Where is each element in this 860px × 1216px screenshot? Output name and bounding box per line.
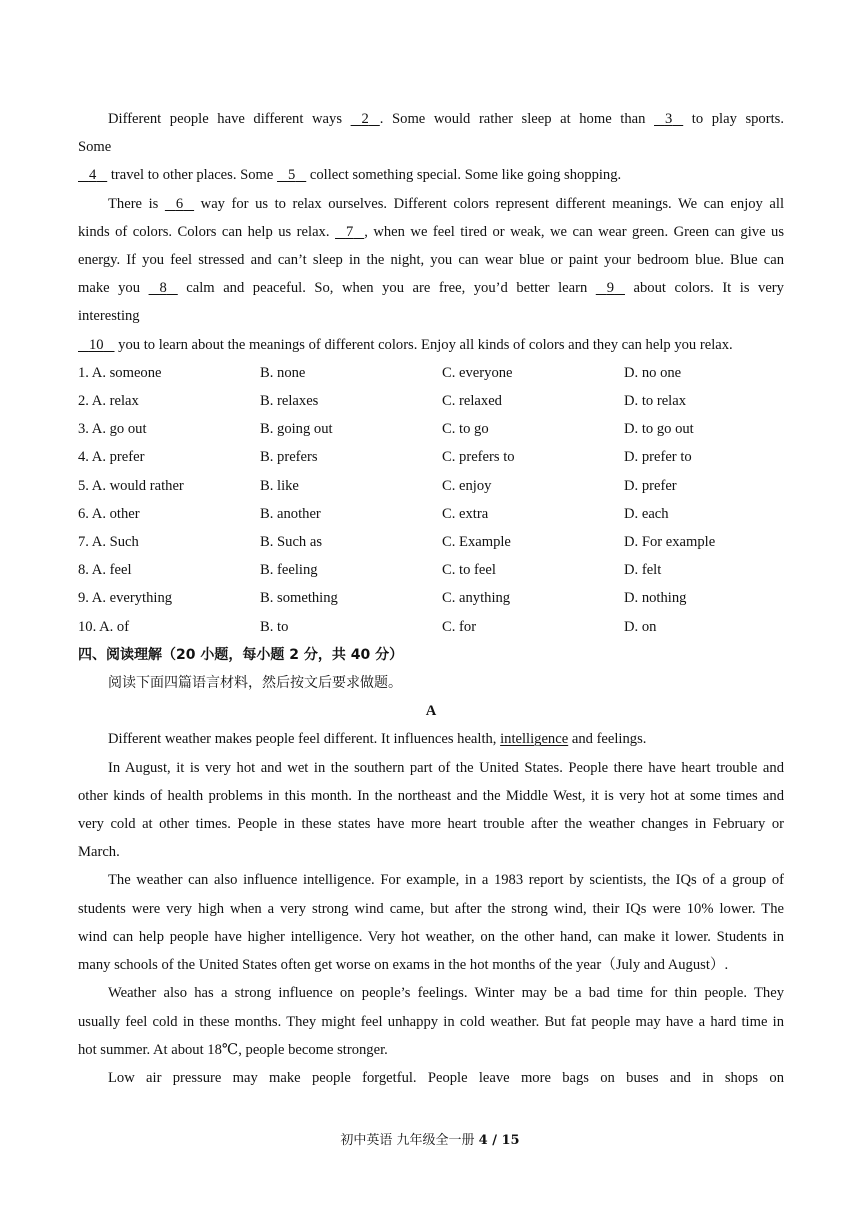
passage-a-p2-line1: In August, it is very hot and wet in the southern part of the United States. People there have heart trouble and <box>108 759 784 776</box>
option-b: B. relaxes <box>260 393 319 410</box>
option-d: D. no one <box>624 364 682 381</box>
options-list <box>78 359 784 641</box>
option-row-3 <box>78 415 784 443</box>
cloze-p2-line2 <box>78 218 784 246</box>
option-a: 9. A. everything <box>78 590 173 607</box>
cloze-p1-line3 <box>78 161 784 189</box>
option-a: 4. A. prefer <box>78 449 145 466</box>
underlined-word: intelligence <box>500 731 569 748</box>
blank-8: 8 <box>159 280 167 297</box>
text: energy. If you feel stressed and can’t sleep in the night, you can wear blue or paint your bedroom blue. Blue can <box>78 252 784 269</box>
cloze-p2-line5 <box>78 302 784 330</box>
passage-a-p3-line3: wind can help people have higher intelligence. Very hot weather, on the other hand, can make it lower. Students in <box>78 928 784 945</box>
option-c: C. Example <box>442 534 511 551</box>
option-row-4 <box>78 443 784 471</box>
option-b: B. prefers <box>260 449 318 466</box>
text: make you <box>78 280 141 297</box>
text: way for us to relax ourselves. Different colors represent different meanings. We can enjoy all <box>200 195 784 212</box>
text: Different people have different ways <box>108 111 342 127</box>
option-a: 3. A. go out <box>78 421 147 438</box>
option-c: C. everyone <box>442 364 513 381</box>
text: you to learn about the meanings of different colors. Enjoy all kinds of colors and they can help you relax. <box>118 336 733 353</box>
page-footer <box>0 1129 860 1148</box>
option-row-8 <box>78 556 784 584</box>
blank-9: 9 <box>606 280 615 297</box>
option-a: 1. A. someone <box>78 364 162 381</box>
option-b: B. none <box>260 364 306 381</box>
page-number: 4 <box>478 1133 488 1148</box>
option-b: B. going out <box>260 421 333 438</box>
option-c: C. prefers to <box>442 449 515 466</box>
option-c: C. to go <box>442 421 489 438</box>
passage-a-p4-line2: usually feel cold in these months. They might feel unhappy in cold weather. But fat people may have a hard time in <box>78 1013 784 1030</box>
option-row-9 <box>78 584 784 612</box>
option-a: 2. A. relax <box>78 393 139 410</box>
blank-5: 5 <box>287 167 296 184</box>
option-c: C. enjoy <box>442 477 492 494</box>
option-a: 8. A. feel <box>78 562 132 579</box>
passage-a-p1 <box>78 725 784 753</box>
option-d: D. on <box>624 618 657 635</box>
option-c: C. for <box>442 618 477 635</box>
option-c: C. to feel <box>442 562 496 579</box>
option-d: D. nothing <box>624 590 687 607</box>
option-d: D. to go out <box>624 421 694 438</box>
cloze-p2-line6 <box>78 331 784 359</box>
blank-3: 3 <box>664 111 673 127</box>
blank-7: 7 <box>345 223 354 240</box>
cloze-p1-line1 <box>78 105 784 133</box>
footer-text: 初中英语 九年级全一册 <box>340 1133 475 1148</box>
text: collect something special. Some like going shopping. <box>309 167 622 184</box>
option-d: D. felt <box>624 562 662 579</box>
text: and feelings. <box>571 731 647 748</box>
passage-a-p2-line3: very cold at other times. People in these states have more heart trouble after the weather changes in February or <box>78 816 784 833</box>
section-heading: 四、阅读理解（20 小题，每小题 2 分，共 40 分） <box>78 646 404 663</box>
text: , when we feel tired or weak, we can wear green. Green can give us <box>364 223 785 240</box>
text: about colors. It is very <box>633 280 784 297</box>
option-a: 10. A. of <box>78 618 130 635</box>
blank-10: 10 <box>88 336 104 353</box>
text: interesting <box>78 308 140 325</box>
cloze-p2-line3 <box>78 246 784 274</box>
text: Some <box>78 139 112 156</box>
page-content <box>78 105 784 1092</box>
passage-a-p3-line4: many schools of the United States often get worse on exams in the hot months of the year（July and August）. <box>78 957 729 974</box>
option-a: 5. A. would rather <box>78 477 184 494</box>
option-d: D. to relax <box>624 393 687 410</box>
option-a: 6. A. other <box>78 505 140 522</box>
option-row-1 <box>78 359 784 387</box>
option-b: B. something <box>260 590 338 607</box>
cloze-p2-line1 <box>78 190 784 218</box>
blank-4: 4 <box>88 167 97 184</box>
text: calm and peaceful. So, when you are free, you’d better learn <box>186 280 588 297</box>
option-row-7 <box>78 528 784 556</box>
option-row-2 <box>78 387 784 415</box>
passage-a-p4-line3: hot summer. At about 18℃, people become stronger. <box>78 1041 388 1058</box>
text: . Some would rather sleep at home than <box>379 111 646 127</box>
passage-a-p4-line1: Weather also has a strong influence on people’s feelings. Winter may be a bad time for thin people. They <box>108 985 784 1002</box>
option-b: B. like <box>260 477 299 494</box>
passage-a-p5-line1: Low air pressure may make people forgetful. People leave more bags on buses and in shops on <box>108 1069 784 1086</box>
option-b: B. another <box>260 505 321 522</box>
option-b: B. Such as <box>260 534 323 551</box>
cloze-p2-line4 <box>78 274 784 302</box>
passage-a-p3-line1: The weather can also influence intelligence. For example, in a 1983 report by scientists, the IQs of a group of <box>108 872 784 889</box>
option-c: C. anything <box>442 590 511 607</box>
option-d: D. For example <box>624 534 716 551</box>
section-instruction: 阅读下面四篇语言材料，然后按文后要求做题。 <box>108 675 402 692</box>
option-row-10 <box>78 613 784 641</box>
option-a: 7. A. Such <box>78 534 139 551</box>
blank-6: 6 <box>175 195 184 212</box>
text: Different weather makes people feel different. It influences health, <box>108 731 497 748</box>
option-d: D. each <box>624 505 669 522</box>
option-c: C. extra <box>442 505 489 522</box>
option-b: B. to <box>260 618 289 635</box>
option-row-6 <box>78 500 784 528</box>
text: kinds of colors. Colors can help us relax. <box>78 223 330 240</box>
page-total: / 15 <box>492 1133 520 1148</box>
text: There is <box>108 195 159 212</box>
option-c: C. relaxed <box>442 393 502 410</box>
option-b: B. feeling <box>260 562 318 579</box>
blank-2: 2 <box>361 111 369 127</box>
text: to play sports. <box>691 111 784 127</box>
option-row-5 <box>78 472 784 500</box>
cloze-p1-line2 <box>78 133 784 161</box>
passage-a-p2-line2: other kinds of health problems in this month. In the northeast and the Middle West, it is very hot at some times and <box>78 787 784 804</box>
passage-label: A <box>425 703 437 720</box>
option-d: D. prefer <box>624 477 677 494</box>
option-d: D. prefer to <box>624 449 692 466</box>
text: travel to other places. Some <box>110 167 274 184</box>
passage-a-p2-line4: March. <box>78 844 120 861</box>
passage-a-p3-line2: students were very high when a very strong wind came, but after the strong wind, their IQs were 10% lower. The <box>78 900 784 917</box>
